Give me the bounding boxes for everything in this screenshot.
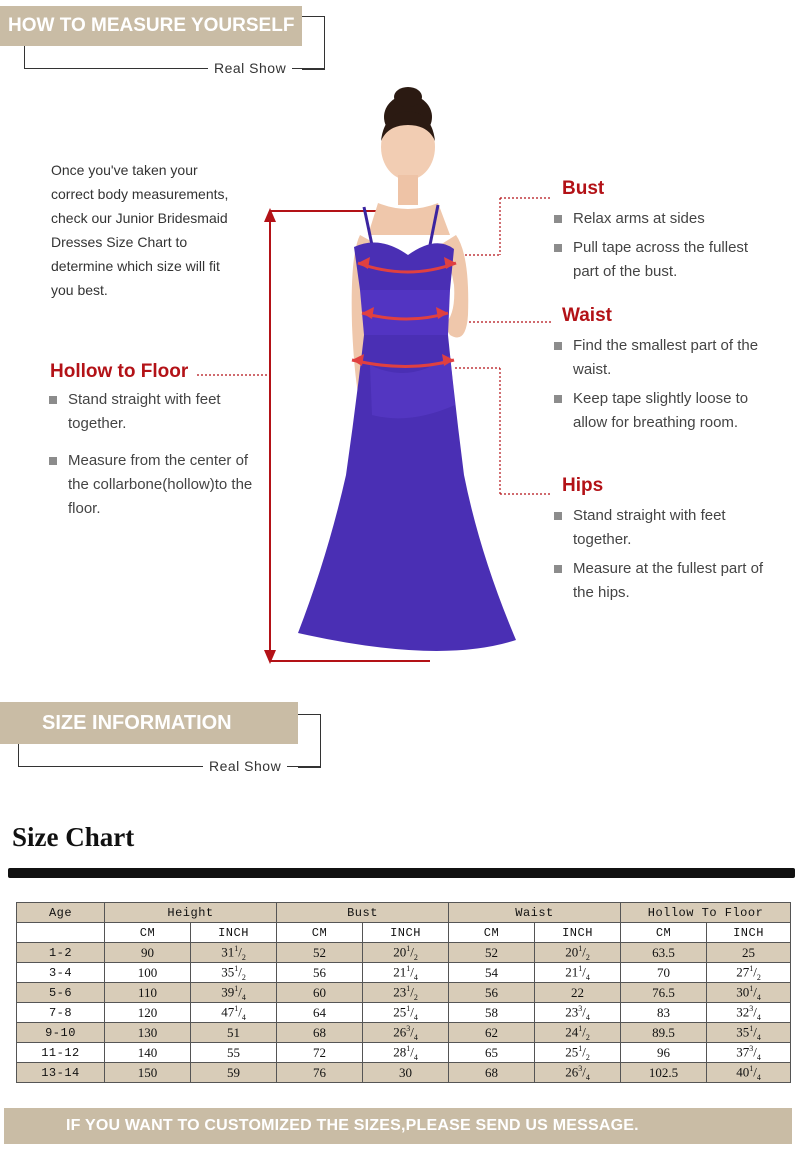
- table-row: [17, 963, 791, 983]
- cell-age: 5-6: [17, 983, 105, 1003]
- col-waist: Waist: [449, 903, 621, 923]
- cell-height-in: $47^1/_4$: [191, 1003, 277, 1023]
- waist-title: Waist: [562, 305, 612, 326]
- cell-bust-cm: 52: [277, 943, 363, 963]
- cell-hollow-in: $30^1/_4$: [707, 983, 791, 1003]
- waist-bullet: Find the smallest part of the waist.: [554, 334, 769, 382]
- cell-waist-cm: 56: [449, 983, 535, 1003]
- cell-height-in: 55: [191, 1043, 277, 1063]
- cell-waist-in: $23^3/_4$: [535, 1003, 621, 1023]
- cell-age: 3-4: [17, 963, 105, 983]
- cell-bust-in: $21^1/_4$: [363, 963, 449, 983]
- cell-hollow-cm: 63.5: [621, 943, 707, 963]
- cell-bust-in: $25^1/_4$: [363, 1003, 449, 1023]
- unit-cm: CM: [105, 923, 191, 943]
- cell-bust-cm: 68: [277, 1023, 363, 1043]
- intro-line: Once you've taken your: [51, 162, 198, 178]
- col-hollow: Hollow To Floor: [621, 903, 791, 923]
- custom-size-footer: [4, 1108, 792, 1144]
- intro-line: check our Junior Bridesmaid: [51, 210, 228, 226]
- unit-cm: CM: [277, 923, 363, 943]
- intro-line: determine which size will fit: [51, 258, 220, 274]
- size-table-group-header: [17, 903, 791, 923]
- cell-waist-in: $20^1/_2$: [535, 943, 621, 963]
- hips-bullet: Measure at the fullest part of the hips.: [554, 557, 769, 605]
- cell-hollow-in: $40^1/_4$: [707, 1063, 791, 1083]
- cell-height-cm: 140: [105, 1043, 191, 1063]
- cell-bust-cm: 72: [277, 1043, 363, 1063]
- cell-bust-in: 30: [363, 1063, 449, 1083]
- size-real-show-tag: Real Show: [203, 758, 287, 774]
- table-row: [17, 1023, 791, 1043]
- model-figure: [280, 85, 530, 665]
- cell-age: 7-8: [17, 1003, 105, 1023]
- cell-waist-cm: 62: [449, 1023, 535, 1043]
- bust-title: Bust: [562, 178, 605, 199]
- unit-cm: CM: [449, 923, 535, 943]
- cell-hollow-in: $35^1/_4$: [707, 1023, 791, 1043]
- cell-bust-cm: 56: [277, 963, 363, 983]
- cell-waist-in: 22: [535, 983, 621, 1003]
- cell-height-cm: 120: [105, 1003, 191, 1023]
- cell-height-cm: 130: [105, 1023, 191, 1043]
- cell-bust-in: $20^1/_2$: [363, 943, 449, 963]
- hips-bullet: Stand straight with feet together.: [554, 504, 769, 552]
- cell-hollow-in: $32^3/_4$: [707, 1003, 791, 1023]
- col-age: Age: [17, 903, 105, 923]
- cell-height-cm: 90: [105, 943, 191, 963]
- col-bust: Bust: [277, 903, 449, 923]
- cell-hollow-cm: 89.5: [621, 1023, 707, 1043]
- col-height: Height: [105, 903, 277, 923]
- table-row: [17, 1063, 791, 1083]
- unit-inch: INCH: [191, 923, 277, 943]
- cell-hollow-cm: 102.5: [621, 1063, 707, 1083]
- table-row: [17, 943, 791, 963]
- unit-inch: INCH: [363, 923, 449, 943]
- size-table-body: [17, 943, 791, 1083]
- measure-real-show-tag: Real Show: [208, 60, 292, 76]
- cell-waist-in: $21^1/_4$: [535, 963, 621, 983]
- cell-height-cm: 150: [105, 1063, 191, 1083]
- cell-hollow-in: 25: [707, 943, 791, 963]
- table-row: [17, 1003, 791, 1023]
- cell-hollow-cm: 83: [621, 1003, 707, 1023]
- cell-height-in: $31^1/_2$: [191, 943, 277, 963]
- table-row: [17, 983, 791, 1003]
- bust-bullet: Relax arms at sides: [554, 207, 769, 231]
- unit-cm: CM: [621, 923, 707, 943]
- cell-height-in: 59: [191, 1063, 277, 1083]
- unit-inch: INCH: [707, 923, 791, 943]
- cell-height-in: $35^1/_2$: [191, 963, 277, 983]
- hips-title: Hips: [562, 475, 604, 496]
- cell-height-in: $39^1/_4$: [191, 983, 277, 1003]
- col-age-blank: [17, 923, 105, 943]
- hollow-title: Hollow to Floor: [50, 361, 189, 382]
- table-row: [17, 1043, 791, 1063]
- cell-waist-cm: 52: [449, 943, 535, 963]
- intro-line: correct body measurements,: [51, 186, 229, 202]
- cell-height-cm: 100: [105, 963, 191, 983]
- cell-hollow-in: $27^1/_2$: [707, 963, 791, 983]
- cell-bust-in: $26^3/_4$: [363, 1023, 449, 1043]
- cell-height-in: 51: [191, 1023, 277, 1043]
- cell-bust-cm: 64: [277, 1003, 363, 1023]
- size-chart-title: Size Chart: [12, 822, 135, 852]
- waist-bullet: Keep tape slightly loose to allow for breathing room.: [554, 387, 769, 435]
- hollow-bullet: Measure from the center of the collarbone(hollow)to the floor.: [49, 449, 259, 521]
- intro-line: Dresses Size Chart to: [51, 234, 188, 250]
- intro-line: you best.: [51, 282, 108, 298]
- cell-waist-in: $26^3/_4$: [535, 1063, 621, 1083]
- cell-height-cm: 110: [105, 983, 191, 1003]
- cell-bust-cm: 60: [277, 983, 363, 1003]
- size-chart-rule: [8, 868, 795, 878]
- cell-waist-in: $24^1/_2$: [535, 1023, 621, 1043]
- cell-waist-cm: 68: [449, 1063, 535, 1083]
- unit-inch: INCH: [535, 923, 621, 943]
- hollow-bullet: Stand straight with feet together.: [49, 388, 259, 436]
- bust-bullet: Pull tape across the fullest part of the bust.: [554, 236, 769, 284]
- measure-banner-title: HOW TO MEASURE YOURSELF: [8, 15, 295, 36]
- cell-bust-cm: 76: [277, 1063, 363, 1083]
- cell-waist-cm: 54: [449, 963, 535, 983]
- size-banner: [0, 702, 298, 744]
- cell-age: 13-14: [17, 1063, 105, 1083]
- cell-waist-cm: 58: [449, 1003, 535, 1023]
- footer-message: IF YOU WANT TO CUSTOMIZED THE SIZES,PLEASE SEND US MESSAGE.: [66, 1117, 639, 1134]
- cell-waist-cm: 65: [449, 1043, 535, 1063]
- cell-hollow-cm: 76.5: [621, 983, 707, 1003]
- cell-bust-in: $28^1/_4$: [363, 1043, 449, 1063]
- cell-waist-in: $25^1/_2$: [535, 1043, 621, 1063]
- cell-age: 1-2: [17, 943, 105, 963]
- size-banner-title: SIZE INFORMATION: [42, 711, 232, 734]
- cell-hollow-in: $37^3/_4$: [707, 1043, 791, 1063]
- cell-bust-in: $23^1/_2$: [363, 983, 449, 1003]
- size-table: [16, 902, 791, 1083]
- size-table-unit-header: [17, 923, 791, 943]
- cell-age: 11-12: [17, 1043, 105, 1063]
- cell-hollow-cm: 70: [621, 963, 707, 983]
- cell-hollow-cm: 96: [621, 1043, 707, 1063]
- cell-age: 9-10: [17, 1023, 105, 1043]
